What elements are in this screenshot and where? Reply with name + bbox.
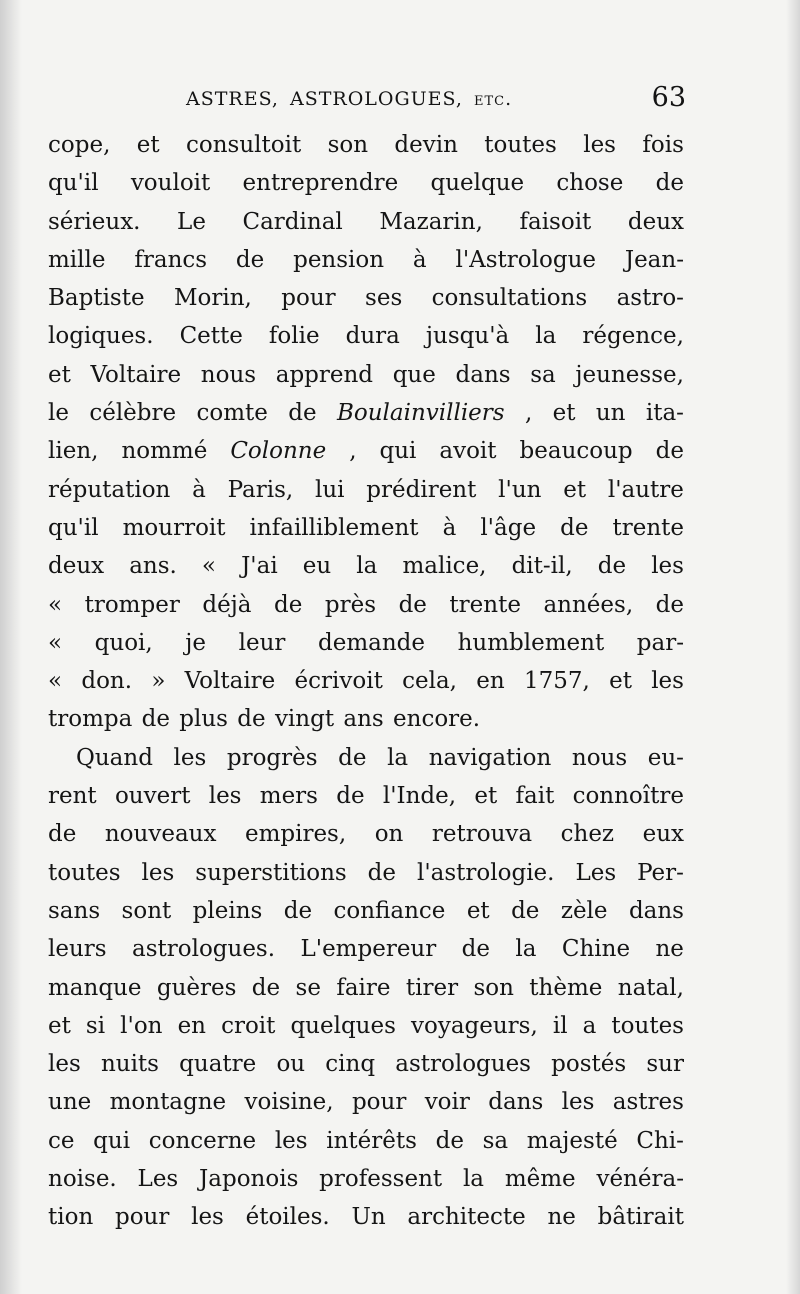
text-line (48, 356, 684, 394)
word: humblement (457, 629, 605, 656)
word: de (560, 514, 589, 541)
word: ses (365, 285, 403, 312)
word: tromper (84, 591, 180, 618)
text-line (48, 854, 684, 892)
word: J'ai (241, 553, 278, 580)
text-line (48, 126, 684, 164)
word: et (48, 361, 71, 388)
word: vénéra- (596, 1166, 684, 1193)
word: concerne (148, 1127, 257, 1154)
text-line (48, 203, 684, 241)
word: Per- (637, 859, 684, 886)
text-line (48, 317, 684, 355)
word: qui (93, 1127, 131, 1154)
word: qui (379, 438, 417, 465)
word: de (655, 170, 684, 197)
word: et (609, 668, 632, 695)
word: que (392, 361, 436, 388)
word: apprend (275, 361, 374, 388)
text-line (48, 509, 684, 547)
text-line (48, 700, 684, 738)
text-line (48, 1122, 684, 1160)
text-line (48, 1007, 684, 1045)
word: nous (200, 361, 257, 388)
word: Cette (179, 323, 243, 350)
word: tirer (405, 974, 459, 1001)
word: mourroit (122, 514, 226, 541)
word: faire (336, 974, 391, 1001)
word: le (48, 400, 69, 427)
word: » (151, 668, 166, 695)
word: sérieux. (48, 208, 141, 235)
word: « (48, 629, 63, 656)
word: l'un (498, 476, 542, 503)
word: natal, (617, 974, 684, 1001)
word: régence, (582, 323, 684, 350)
word: logiques. (48, 323, 154, 350)
word: consultations (431, 285, 588, 312)
word: infailliblement (249, 514, 419, 541)
word: de (511, 897, 540, 924)
word: trente (612, 514, 684, 541)
word: à (442, 514, 457, 541)
italic-word: Boulainvilliers (336, 400, 505, 427)
word: a (582, 1012, 597, 1039)
word: les (191, 1204, 224, 1231)
page-header (186, 82, 686, 122)
word: et (48, 1012, 71, 1039)
word: Chi- (636, 1127, 684, 1154)
word: Cardinal (242, 208, 343, 235)
word: devin (394, 132, 458, 158)
word: quelques (290, 1012, 396, 1039)
word: Voltaire (184, 668, 276, 695)
word: de (251, 974, 281, 1001)
text-line (48, 432, 684, 470)
word: montagne (109, 1089, 227, 1116)
word: de (235, 246, 265, 273)
word: progrès (226, 744, 318, 771)
word: Paris, (227, 476, 294, 503)
word: connoître (572, 783, 684, 810)
word: chez (560, 821, 615, 848)
word: les (141, 859, 175, 886)
word: déjà (202, 591, 252, 618)
word: écrivoit (294, 668, 383, 695)
word: confiance (333, 897, 446, 924)
text-line (48, 739, 684, 777)
italic-word: Colonne (230, 438, 327, 465)
word: noise. (48, 1166, 117, 1193)
word: l'âge (480, 514, 537, 541)
word: nous (571, 744, 628, 771)
word: eu (302, 553, 332, 580)
word: ouvert (114, 783, 191, 810)
word: lien, (48, 438, 99, 465)
word: prédirent (366, 476, 477, 503)
word: Les (137, 1166, 179, 1193)
word: toutes (48, 859, 121, 886)
page-number: 63 (651, 82, 686, 113)
word: faisoit (519, 208, 592, 235)
word: sont (121, 897, 172, 924)
word: « (201, 553, 216, 580)
word: avoit (439, 438, 497, 465)
word: près (324, 591, 377, 618)
word: pour (114, 1204, 170, 1231)
word: de (336, 783, 365, 810)
word: de (655, 591, 684, 618)
text-line (48, 969, 684, 1007)
word: la (515, 936, 537, 963)
word: ans. (129, 553, 177, 580)
body-text (48, 126, 684, 1237)
word: manque (48, 974, 142, 1001)
word: deux (48, 553, 105, 580)
word: jusqu'à (425, 323, 510, 350)
word: ce (48, 1127, 75, 1154)
word: de (283, 897, 313, 924)
word: consultoit (185, 132, 302, 158)
text-line (48, 930, 684, 968)
word: et (466, 897, 490, 924)
word: les (651, 553, 684, 580)
word: fois (642, 132, 684, 158)
word: en (476, 668, 505, 695)
word: pleins (192, 897, 263, 924)
word: toutes (611, 1012, 684, 1039)
text-line (48, 586, 684, 624)
word: Japonois (199, 1166, 299, 1193)
word: leur (238, 629, 286, 656)
word: pension (293, 246, 385, 273)
word: l'on (120, 1012, 163, 1039)
word: et (563, 476, 587, 503)
word: jeunesse, (575, 361, 684, 388)
word: folie (268, 323, 320, 350)
word: on (374, 821, 404, 848)
text-line (48, 624, 684, 662)
word: quelque (430, 170, 525, 197)
word: majesté (526, 1127, 618, 1154)
running-head: ASTRES, ASTROLOGUES, etc. (186, 88, 513, 110)
word: Chine (561, 936, 631, 963)
word: astro- (616, 285, 684, 312)
word: pour (281, 285, 336, 312)
word: Mazarin, (379, 208, 483, 235)
word: Les (575, 859, 617, 886)
word: nouveaux (104, 821, 217, 848)
text-line (48, 815, 684, 853)
word: superstitions (195, 859, 347, 886)
word: étoiles. (245, 1204, 330, 1231)
word: Morin, (173, 285, 252, 312)
word: la (356, 553, 378, 580)
word: l'astrologie. (416, 859, 555, 886)
word: de (597, 553, 627, 580)
word: demande (317, 629, 425, 656)
word: astres (612, 1089, 684, 1116)
word: voir (424, 1089, 470, 1116)
word: empires, (244, 821, 347, 848)
word: se (295, 974, 321, 1001)
word: de (367, 859, 397, 886)
word: les (561, 1089, 595, 1116)
word: de (435, 1127, 464, 1154)
word: les (651, 668, 684, 695)
word: chose (556, 170, 624, 197)
word: intérêts (326, 1127, 417, 1154)
word: réputation (48, 476, 171, 503)
word: l'autre (607, 476, 684, 503)
word: « (48, 591, 63, 618)
word: professent (319, 1166, 443, 1193)
word: et (474, 783, 498, 810)
word: son (473, 974, 514, 1001)
word: , (349, 438, 357, 465)
word: sur (646, 1051, 684, 1078)
word: nommé (121, 438, 208, 465)
word: de (48, 821, 77, 848)
word: je (185, 629, 207, 656)
word: toutes (484, 132, 557, 158)
word: les (173, 744, 207, 771)
word: beaucoup (519, 438, 633, 465)
word: mille (48, 246, 106, 273)
word: postés (551, 1051, 627, 1078)
word: ne (655, 936, 684, 963)
word: navigation (428, 744, 552, 771)
word: les (208, 783, 242, 810)
text-line (48, 1045, 684, 1083)
text-line (48, 1083, 684, 1121)
word: « (48, 668, 63, 695)
word: les (48, 1051, 81, 1078)
word: comte (196, 400, 268, 427)
word: cope, (48, 132, 111, 158)
text-line (48, 279, 684, 317)
word: dura (345, 323, 400, 350)
word: Quand (76, 744, 153, 771)
word: tion (48, 1204, 94, 1231)
word: deux (627, 208, 684, 235)
word: qu'il (48, 170, 99, 197)
word: don. (81, 668, 133, 695)
word: qu'il (48, 514, 99, 541)
word: de (461, 936, 490, 963)
text-line (48, 547, 684, 585)
word: de (655, 438, 684, 465)
word: un (595, 400, 626, 427)
word: les (583, 132, 616, 158)
word: croit (221, 1012, 276, 1039)
word: dans (488, 1089, 544, 1116)
word: pour (351, 1089, 407, 1116)
word: par- (636, 629, 684, 656)
word: dans (455, 361, 511, 388)
word: Baptiste (48, 285, 145, 312)
word: son (327, 132, 369, 158)
word: sans (48, 897, 101, 924)
word: francs (134, 246, 208, 273)
word: quoi, (94, 629, 153, 656)
word: fait (515, 783, 555, 810)
text-line (48, 777, 684, 815)
text-line (48, 164, 684, 202)
word: thème (529, 974, 603, 1001)
word: retrouva (431, 821, 533, 848)
word: guères (156, 974, 237, 1001)
word: les (274, 1127, 308, 1154)
word: si (85, 1012, 106, 1039)
word: à (412, 246, 427, 273)
word: sa (482, 1127, 509, 1154)
word: la (535, 323, 557, 350)
word: L'empereur (300, 936, 437, 963)
word: nuits (100, 1051, 159, 1078)
word: l'Astrologue (455, 246, 596, 273)
word: années, (543, 591, 634, 618)
word: rent (48, 783, 97, 810)
word: même (504, 1166, 576, 1193)
word: Jean- (624, 246, 684, 273)
word: architecte (407, 1204, 526, 1231)
word: ne (547, 1204, 576, 1231)
word: et (136, 132, 160, 158)
line-text: trompa de plus de vingt ans encore. (48, 706, 481, 733)
word: , (524, 400, 533, 427)
word: de (288, 400, 317, 427)
word: ita- (645, 400, 684, 427)
word: l'Inde, (382, 783, 457, 810)
word: astrologues (395, 1051, 531, 1078)
word: vouloit (130, 170, 211, 197)
word: eu- (647, 744, 684, 771)
text-line (48, 394, 684, 432)
word: cela, (402, 668, 457, 695)
text-line (48, 241, 684, 279)
word: quatre (179, 1051, 257, 1078)
word: cinq (325, 1051, 376, 1078)
text-line (48, 1160, 684, 1198)
word: Le (177, 208, 206, 235)
word: zèle (560, 897, 608, 924)
word: malice, (402, 553, 487, 580)
word: la (462, 1166, 485, 1193)
word: de (338, 744, 367, 771)
word: astrologues. (131, 936, 276, 963)
word: une (48, 1089, 92, 1116)
word: Un (351, 1204, 386, 1231)
word: bâtirait (597, 1204, 684, 1231)
word: ou (276, 1051, 306, 1078)
word: Voltaire (90, 361, 182, 388)
word: lui (315, 476, 345, 503)
word: entreprendre (242, 170, 399, 197)
word: il (552, 1012, 568, 1039)
word: eux (642, 821, 684, 848)
word: de (398, 591, 427, 618)
word: trente (449, 591, 521, 618)
word: leurs (48, 936, 107, 963)
word: dit-il, (511, 553, 573, 580)
text-line (48, 662, 684, 700)
text-line (48, 892, 684, 930)
word: voisine, (244, 1089, 334, 1116)
word: 1757, (523, 668, 590, 695)
word: célèbre (89, 400, 177, 427)
word: voyageurs, (410, 1012, 538, 1039)
word: la (387, 744, 409, 771)
word: et (552, 400, 576, 427)
word: dans (628, 897, 684, 924)
word: en (177, 1012, 206, 1039)
word: mers (259, 783, 318, 810)
text-line (48, 1198, 684, 1236)
word: sa (530, 361, 556, 388)
text-line (48, 471, 684, 509)
word: de (274, 591, 303, 618)
word: à (192, 476, 206, 503)
